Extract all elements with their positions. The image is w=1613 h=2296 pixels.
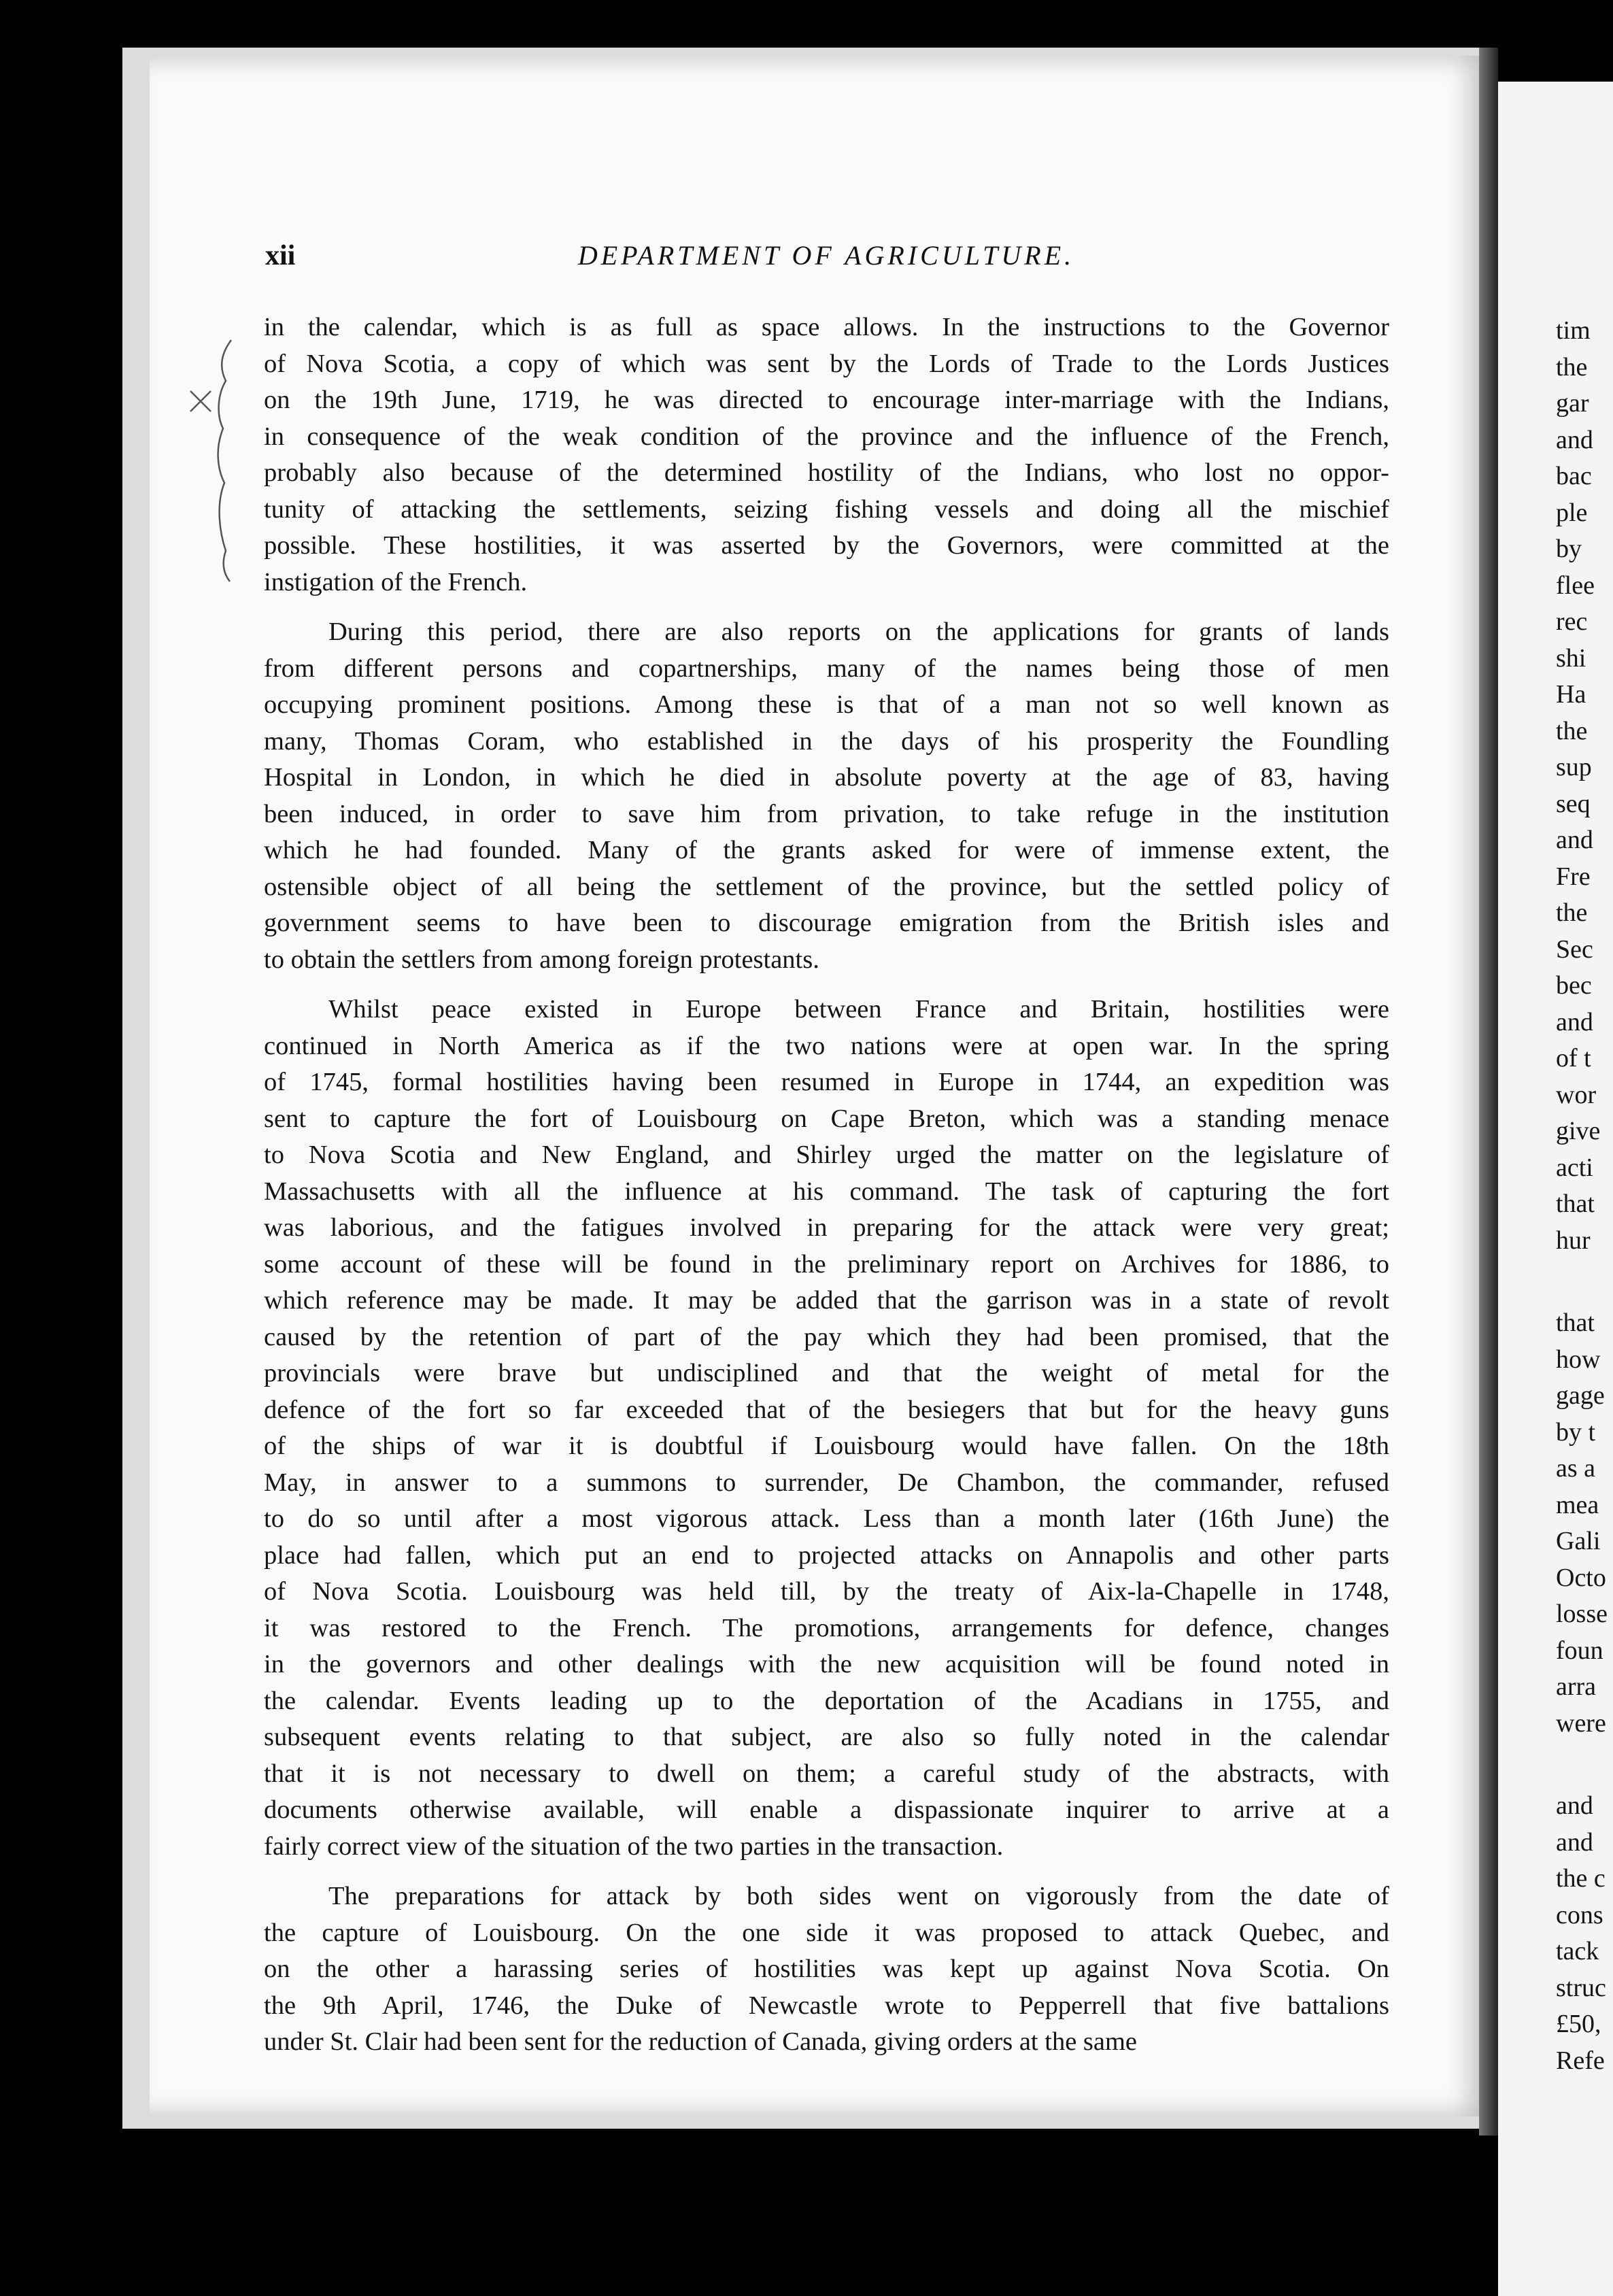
facing-page-line: bac [1556,462,1592,490]
facing-page-line: cons [1556,1900,1603,1929]
text-line: subsequent events relating to that subject, are also so fully noted in the calendar [264,1723,1389,1751]
text-line: under St. Clair had been sent for the reduction of Canada, giving orders at the same [264,2027,1138,2056]
text-line: Massachusetts with all the influence at his command. The task of capturing the fort [264,1177,1389,1206]
text-line: fairly correct view of the situation of the two parties in the transaction. [264,1831,1004,1861]
facing-page-line: Sec [1556,934,1593,964]
text-line: the calendar. Events leading up to the deportation of the Acadians in 1755, and [264,1686,1389,1715]
text-line: on the 19th June, 1719, he was directed to encourage inter-marriage with the Indians, [264,386,1389,414]
text-line: provincials were brave but undisciplined and that the weight of metal for the [264,1359,1389,1387]
facing-page-line: flee [1556,571,1595,600]
facing-page-line: were [1556,1708,1606,1738]
pencil-margin-mark [184,326,245,585]
text-line: defence of the fort so far exceeded that of the besiegers that but for the heavy guns [264,1395,1389,1424]
facing-page-line: the [1556,898,1588,927]
body-text [264,309,1389,2061]
facing-page-line: the [1556,716,1588,745]
facing-page-line: the [1556,352,1588,382]
text-line: caused by the retention of part of the pay which they had been promised, that the [264,1322,1389,1351]
facing-page-line: gage [1556,1381,1605,1410]
facing-page-line: that [1556,1309,1595,1337]
facing-page-line: Gali [1556,1527,1601,1555]
text-line: place had fallen, which put an end to projected attacks on Annapolis and other parts [264,1540,1389,1570]
facing-page-line: Refe [1556,2046,1605,2075]
text-line: tunity of attacking the settlements, seizing fishing vessels and doing all the mischief [264,494,1389,524]
text-line: which reference may be made. It may be added that the garrison was in a state of revolt [264,1286,1389,1315]
paragraph [264,309,1389,601]
text-line: the capture of Louisbourg. On the one side it was proposed to attack Quebec, and [264,1918,1389,1947]
facing-page-line: acti [1556,1153,1593,1182]
paragraph [264,1878,1389,2061]
text-line: on the other a harassing series of hostilities was kept up against Nova Scotia. On [264,1955,1389,1983]
page-number: xii [265,240,296,271]
text-line: sent to capture the fort of Louisbourg on Cape Breton, which was a standing menace [264,1104,1389,1133]
text-line: in the governors and other dealings with the new acquisition will be found noted in [264,1650,1389,1678]
text-line: was laborious, and the fatigues involved in preparing for the attack were very great; [264,1213,1389,1242]
facing-page-line: give [1556,1117,1601,1145]
text-line: continued in North America as if the two nations were at open war. In the spring [264,1031,1389,1060]
facing-page-line: arra [1556,1672,1597,1701]
running-head: DEPARTMENT OF AGRICULTURE. [577,240,1075,271]
facing-page-line: Ha [1556,680,1586,709]
book-gutter [1479,48,1498,2135]
facing-page-line: wor [1556,1080,1597,1109]
text-line: probably also because of the determined hostility of the Indians, who lost no oppor- [264,458,1389,487]
text-line: documents otherwise available, will enable a dispassionate inquirer to arrive at a [264,1795,1389,1824]
text-line: Hospital in London, in which he died in absolute poverty at the age of 83, having [264,763,1389,792]
facing-page-line: £50, [1556,2010,1601,2038]
facing-page-line: struc [1556,1973,1606,2002]
text-line: During this period, there are also reports on the applications for grants of lands [328,618,1389,646]
facing-page-line: Fre [1556,862,1591,891]
facing-page-line: tack [1556,1937,1599,1965]
text-line: of Nova Scotia, a copy of which was sent by the Lords of Trade to the Lords Justices [264,349,1389,378]
facing-page-line: how [1556,1345,1601,1374]
text-line: of 1745, formal hostilities having been resumed in Europe in 1744, an expedition was [264,1068,1389,1096]
facing-page-line: and [1556,1007,1593,1036]
text-line: instigation of the French. [264,567,528,596]
facing-page-line: bec [1556,971,1592,1000]
facing-page-line: mea [1556,1490,1599,1519]
text-line: Whilst peace existed in Europe between France and Britain, hostilities were [328,995,1389,1024]
facing-page-line: tim [1556,316,1591,345]
facing-page-line: and [1556,425,1593,454]
facing-page-line: shi [1556,643,1586,673]
facing-page-line: and [1556,1791,1593,1820]
facing-page-line: sup [1556,753,1592,781]
text-line: to Nova Scotia and New England, and Shirley urged the matter on the legislature of [264,1141,1389,1169]
facing-page-line: as a [1556,1454,1596,1483]
facing-page-line: foun [1556,1636,1603,1665]
text-line: been induced, in order to save him from privation, to take refuge in the institution [264,799,1389,828]
page-header [265,239,1387,280]
text-line: to do so until after a most vigorous attack. Less than a month later (16th June) the [264,1504,1389,1533]
text-line: from different persons and copartnerships, many of the names being those of men [264,654,1389,683]
text-line: of the ships of war it is doubtful if Louisbourg would have fallen. On the 18th [264,1432,1389,1460]
text-line: it was restored to the French. The promotions, arrangements for defence, changes [264,1613,1389,1642]
facing-page-line: and [1556,1827,1593,1857]
facing-page-text [1556,313,1613,2079]
facing-page-line: losse [1556,1600,1608,1628]
facing-page-line: and [1556,826,1593,854]
text-line: possible. These hostilities, it was asserted by the Governors, were committed at the [264,531,1389,560]
text-line: May, in answer to a summons to surrender, De Chambon, the commander, refused [264,1468,1389,1497]
facing-page-line: by t [1556,1417,1596,1447]
text-line: of Nova Scotia. Louisbourg was held till, by the treaty of Aix-la-Chapelle in 1748, [264,1577,1389,1606]
facing-page-line: that [1556,1189,1595,1218]
paragraph [264,992,1389,1865]
text-line: the 9th April, 1746, the Duke of Newcastle wrote to Pepperrell that five battalions [264,1991,1389,2020]
text-line: some account of these will be found in the preliminary report on Archives for 1886, to [264,1249,1389,1279]
facing-page-line: seq [1556,789,1591,818]
text-line: many, Thomas Coram, who established in the days of his prosperity the Foundling [264,726,1389,756]
facing-page-line: rec [1556,607,1588,636]
text-line: ostensible object of all being the settlement of the province, but the settled policy of [264,872,1389,901]
text-line: The preparations for attack by both sides went on vigorously from the date of [328,1882,1389,1910]
text-line: government seems to have been to discourage emigration from the British isles and [264,909,1389,937]
text-line: to obtain the settlers from among foreign protestants. [264,945,819,974]
text-line: occupying prominent positions. Among these is that of a man not so well known as [264,690,1389,719]
facing-page-line: ple [1556,498,1588,527]
facing-page-line: Octo [1556,1563,1606,1592]
facing-page-line: by [1556,535,1582,563]
text-line: in the calendar, which is as full as space allows. In the instructions to the Governor [264,313,1389,341]
facing-page-line: of t [1556,1044,1591,1073]
facing-page-line: the c [1556,1864,1606,1893]
text-line: that it is not necessary to dwell on them; a careful study of the abstracts, with [264,1759,1389,1788]
paragraph [264,614,1389,978]
text-line: in consequence of the weak condition of the province and the influence of the French, [264,422,1389,451]
facing-page-line: gar [1556,389,1589,418]
facing-page-line: hur [1556,1226,1591,1255]
text-line: which he had founded. Many of the grants asked for were of immense extent, the [264,836,1389,864]
